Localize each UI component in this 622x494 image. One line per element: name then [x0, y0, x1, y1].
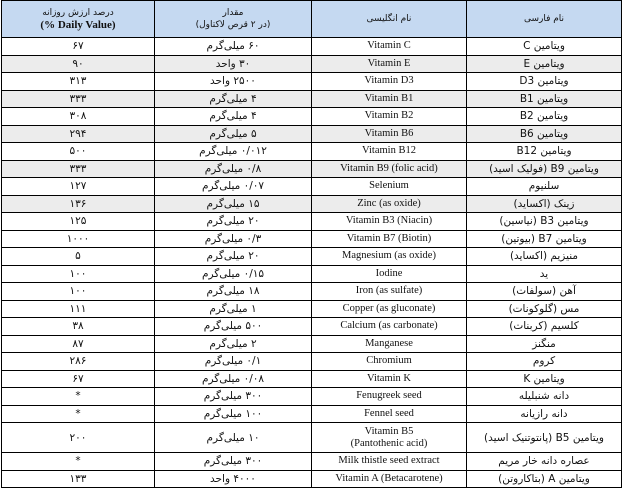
amount-cell: ۰/۰۸ میلی‌گرم — [155, 370, 312, 388]
table-row — [2, 388, 622, 406]
daily-value-cell: * — [2, 388, 155, 406]
table-row — [2, 405, 622, 423]
english-name-cell: Copper (as gluconate) — [312, 300, 467, 318]
table-row — [2, 318, 622, 336]
amount-cell: ۰/۰۱۲ میلی‌گرم — [155, 143, 312, 161]
english-name-cell: Vitamin C — [312, 38, 467, 56]
persian-name-cell: مس (گلوکونات) — [467, 300, 622, 318]
amount-cell: ۲۰ میلی‌گرم — [155, 248, 312, 266]
english-name-cell: Vitamin D3 — [312, 73, 467, 91]
daily-value-cell: ۱۳۶ — [2, 195, 155, 213]
amount-cell: ۱۰۰ میلی‌گرم — [155, 405, 312, 423]
table-row — [2, 453, 622, 471]
english-name-cell: Magnesium (as oxide) — [312, 248, 467, 266]
amount-cell: ۱ میلی‌گرم — [155, 300, 312, 318]
table-row — [2, 73, 622, 91]
amount-cell: ۱۸ میلی‌گرم — [155, 283, 312, 301]
persian-name-cell: ویتامین A (بتاکاروتن) — [467, 470, 622, 488]
header-persian-name: نام فارسی — [467, 1, 622, 38]
header-amount — [155, 1, 312, 38]
amount-cell: ۲۵۰۰ واحد — [155, 73, 312, 91]
persian-name-cell: ویتامین B9 (فولیک اسید) — [467, 160, 622, 178]
table-row — [2, 160, 622, 178]
persian-name-cell: عصاره دانه خار مریم — [467, 453, 622, 471]
table-row — [2, 38, 622, 56]
amount-cell: ۵۰۰ میلی‌گرم — [155, 318, 312, 336]
table-row — [2, 108, 622, 126]
daily-value-cell: ۸۷ — [2, 335, 155, 353]
persian-name-cell: ویتامین B12 — [467, 143, 622, 161]
table-row — [2, 370, 622, 388]
table-row — [2, 335, 622, 353]
amount-cell: ۴ میلی‌گرم — [155, 108, 312, 126]
table-row — [2, 265, 622, 283]
english-name-cell: Milk thistle seed extract — [312, 453, 467, 471]
english-name-cell: Vitamin B12 — [312, 143, 467, 161]
english-name-cell: Vitamin B1 — [312, 90, 467, 108]
header-row — [2, 1, 622, 38]
header-amount-sub: (در ۲ قرص لاکتاول) — [195, 20, 271, 30]
persian-name-cell: دانه شنبلیله — [467, 388, 622, 406]
daily-value-cell: * — [2, 405, 155, 423]
table-row — [2, 283, 622, 301]
english-name-cell: Vitamin E — [312, 55, 467, 73]
persian-name-cell: ویتامین B7 (بیوتین) — [467, 230, 622, 248]
english-name-line1: Vitamin B5 — [364, 425, 414, 437]
persian-name-cell: ویتامین B3 (نیاسین) — [467, 213, 622, 231]
amount-cell: ۴ میلی‌گرم — [155, 90, 312, 108]
persian-name-cell: آهن (سولفات) — [467, 283, 622, 301]
persian-name-cell: دانه رازیانه — [467, 405, 622, 423]
daily-value-cell: ۲۰۰ — [2, 423, 155, 453]
english-name-cell: Zinc (as oxide) — [312, 195, 467, 213]
english-name-cell: Manganese — [312, 335, 467, 353]
english-name-cell: Fennel seed — [312, 405, 467, 423]
english-name-cell: Vitamin B2 — [312, 108, 467, 126]
amount-cell: ۲ میلی‌گرم — [155, 335, 312, 353]
table-row — [2, 230, 622, 248]
table-row — [2, 90, 622, 108]
english-name-cell: Iodine — [312, 265, 467, 283]
english-name-cell: Vitamin B9 (folic acid) — [312, 160, 467, 178]
nutrition-table — [1, 0, 622, 488]
amount-cell: ۰/۱۵ میلی‌گرم — [155, 265, 312, 283]
amount-cell: ۰/۸ میلی‌گرم — [155, 160, 312, 178]
table-row — [2, 470, 622, 488]
daily-value-cell: ۵۰۰ — [2, 143, 155, 161]
header-daily-value-en: (% Daily Value) — [40, 19, 116, 31]
table-row — [2, 55, 622, 73]
daily-value-cell: ۱۰۰۰ — [2, 230, 155, 248]
daily-value-cell: ۱۳۳ — [2, 470, 155, 488]
amount-cell: ۶۰ میلی‌گرم — [155, 38, 312, 56]
persian-name-cell: ید — [467, 265, 622, 283]
amount-cell: ۰/۳ میلی‌گرم — [155, 230, 312, 248]
daily-value-cell: ۳۸ — [2, 318, 155, 336]
daily-value-cell: ۶۷ — [2, 38, 155, 56]
persian-name-cell: کلسیم (کربنات) — [467, 318, 622, 336]
daily-value-cell: ۶۷ — [2, 370, 155, 388]
table-row — [2, 353, 622, 371]
amount-cell: ۰/۰۷ میلی‌گرم — [155, 178, 312, 196]
persian-name-cell: ویتامین C — [467, 38, 622, 56]
persian-name-cell: ویتامین E — [467, 55, 622, 73]
table-row — [2, 195, 622, 213]
amount-cell: ۴۰۰۰ واحد — [155, 470, 312, 488]
persian-name-cell: منیزیم (اکساید) — [467, 248, 622, 266]
persian-name-cell: زینک (اکساید) — [467, 195, 622, 213]
daily-value-cell: ۱۲۷ — [2, 178, 155, 196]
daily-value-cell: * — [2, 453, 155, 471]
header-daily-value-fa: درصد ارزش روزانه — [42, 8, 114, 18]
english-name-cell — [312, 423, 467, 453]
persian-name-cell: کروم — [467, 353, 622, 371]
daily-value-cell: ۵ — [2, 248, 155, 266]
daily-value-cell: ۱۲۵ — [2, 213, 155, 231]
amount-cell: ۵ میلی‌گرم — [155, 125, 312, 143]
persian-name-cell: ویتامین B2 — [467, 108, 622, 126]
persian-name-cell: منگنز — [467, 335, 622, 353]
english-name-cell: Calcium (as carbonate) — [312, 318, 467, 336]
english-name-cell: Vitamin K — [312, 370, 467, 388]
persian-name-cell: ویتامین B5 (پانتوتنیک اسید) — [467, 423, 622, 453]
persian-name-cell: ویتامین D3 — [467, 73, 622, 91]
daily-value-cell: ۳۰۸ — [2, 108, 155, 126]
daily-value-cell: ۱۰۰ — [2, 283, 155, 301]
header-daily-value — [2, 1, 155, 38]
table-row — [2, 423, 622, 453]
amount-cell: ۰/۱ میلی‌گرم — [155, 353, 312, 371]
amount-cell: ۲۰ میلی‌گرم — [155, 213, 312, 231]
amount-cell: ۱۰ میلی‌گرم — [155, 423, 312, 453]
daily-value-cell: ۲۹۴ — [2, 125, 155, 143]
english-name-cell: Iron (as sulfate) — [312, 283, 467, 301]
amount-cell: ۳۰۰ میلی‌گرم — [155, 453, 312, 471]
english-name-cell: Vitamin B6 — [312, 125, 467, 143]
header-amount-fa: مقدار — [222, 8, 244, 18]
english-name-cell: Vitamin B3 (Niacin) — [312, 213, 467, 231]
english-name-cell: Vitamin B7 (Biotin) — [312, 230, 467, 248]
table-row — [2, 143, 622, 161]
persian-name-cell: ویتامین K — [467, 370, 622, 388]
table-row — [2, 125, 622, 143]
english-name-cell: Vitamin A (Betacarotene) — [312, 470, 467, 488]
daily-value-cell: ۱۱۱ — [2, 300, 155, 318]
english-name-line2: (Pantothenic acid) — [350, 437, 428, 449]
table-row — [2, 178, 622, 196]
daily-value-cell: ۱۰۰ — [2, 265, 155, 283]
english-name-cell: Chromium — [312, 353, 467, 371]
amount-cell: ۱۵ میلی‌گرم — [155, 195, 312, 213]
daily-value-cell: ۳۳۳ — [2, 90, 155, 108]
table-row — [2, 213, 622, 231]
english-name-cell: Fenugreek seed — [312, 388, 467, 406]
persian-name-cell: ویتامین B1 — [467, 90, 622, 108]
english-name-cell: Selenium — [312, 178, 467, 196]
amount-cell: ۳۰۰ میلی‌گرم — [155, 388, 312, 406]
daily-value-cell: ۳۱۳ — [2, 73, 155, 91]
daily-value-cell: ۹۰ — [2, 55, 155, 73]
table-body — [2, 38, 622, 488]
amount-cell: ۳۰ واحد — [155, 55, 312, 73]
table-row — [2, 300, 622, 318]
daily-value-cell: ۲۸۶ — [2, 353, 155, 371]
table-row — [2, 248, 622, 266]
persian-name-cell: ویتامین B6 — [467, 125, 622, 143]
header-english-name: نام انگلیسی — [312, 1, 467, 38]
persian-name-cell: سلنیوم — [467, 178, 622, 196]
daily-value-cell: ۳۳۳ — [2, 160, 155, 178]
